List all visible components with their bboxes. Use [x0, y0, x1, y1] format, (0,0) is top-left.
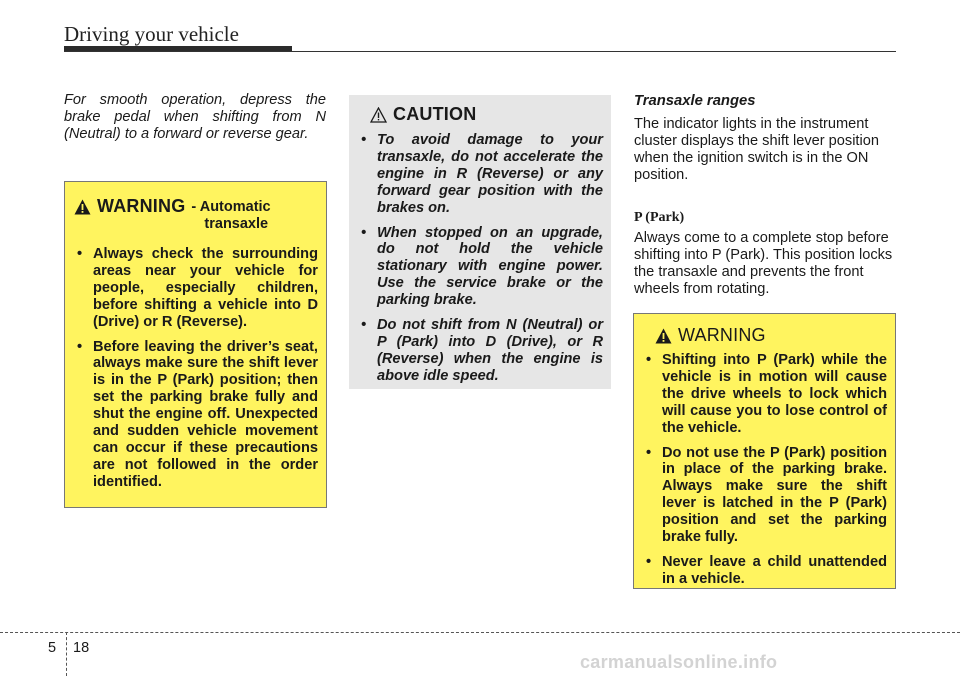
list-item: • Always check the surrounding areas near your vehicle for people, especially children, before shifting a vehicle into D (Drive) or R (Reverse). — [74, 246, 318, 331]
footer-divider — [66, 632, 67, 676]
transaxle-ranges-title: Transaxle ranges — [634, 93, 756, 109]
intro-paragraph: For smooth operation, depress the brake pedal when shifting from N (Neutral) to a forward or reverse gear. — [64, 92, 326, 142]
list-item: • Shifting into P (Park) while the vehicle is in motion will cause the drive wheels to lock which will cause you to lose control of the vehicle. — [643, 352, 887, 437]
list-item: • Never leave a child unattended in a vehicle. — [643, 554, 887, 588]
warning-automatic-box — [64, 181, 327, 508]
warning-label: WARNING — [678, 325, 766, 345]
warning-triangle-icon — [655, 328, 672, 344]
list-item: • Do not use the P (Park) position in place of the parking brake. Always make sure the shift lever is latched in the P (Park) position and set the parking brake fully. — [643, 445, 887, 546]
caution-list — [358, 132, 603, 385]
header-accent-bar — [64, 46, 292, 51]
caution-triangle-icon — [370, 107, 387, 123]
warning-label: WARNING — [97, 196, 186, 216]
warning-automatic-header — [74, 196, 318, 233]
caution-header — [358, 104, 603, 125]
list-item: • To avoid damage to your transaxle, do not accelerate the engine in R (Reverse) or any forward gear position with the brakes on. — [358, 132, 603, 217]
warning-park-header — [643, 325, 887, 346]
watermark: carmanualsonline.info — [580, 652, 778, 672]
page-number: 18 — [73, 640, 90, 656]
footer-rule — [0, 632, 960, 633]
caution-box — [349, 95, 611, 389]
caution-label: CAUTION — [393, 104, 477, 124]
list-item: • When stopped on an upgrade, do not hold the vehicle stationary with engine power. Use the service brake or the parking brake. — [358, 225, 603, 310]
chapter-title: Driving your vehicle — [64, 22, 239, 46]
warning-subtitle-line1: - Automatic — [191, 199, 271, 215]
list-item: • Before leaving the driver’s seat, always make sure the shift lever is in the P (Park) position; then set the parking brake fully and shut the engine off. Unexpected and sudden vehicle movement can occur if these precautions are not followed in the order identified. — [74, 339, 318, 491]
header-rule — [64, 51, 896, 52]
list-item: • Do not shift from N (Neutral) or P (Park) into D (Drive), or R (Reverse) when the engine is above idle speed. — [358, 317, 603, 385]
transaxle-ranges-text: The indicator lights in the instrument cluster displays the shift lever position when the ignition switch is in the ON position. — [634, 116, 879, 183]
park-text: Always come to a complete stop before shifting into P (Park). This position locks the transaxle and prevents the front wheels from rotating. — [634, 230, 893, 297]
warning-subtitle — [191, 196, 270, 233]
warning-automatic-list — [74, 246, 318, 491]
section-number: 5 — [48, 640, 57, 656]
warning-park-box — [633, 313, 896, 589]
warning-triangle-icon — [74, 199, 91, 215]
park-title: P (Park) — [634, 210, 685, 225]
warning-subtitle-line2: transaxle — [204, 216, 269, 232]
warning-park-list — [643, 352, 887, 588]
